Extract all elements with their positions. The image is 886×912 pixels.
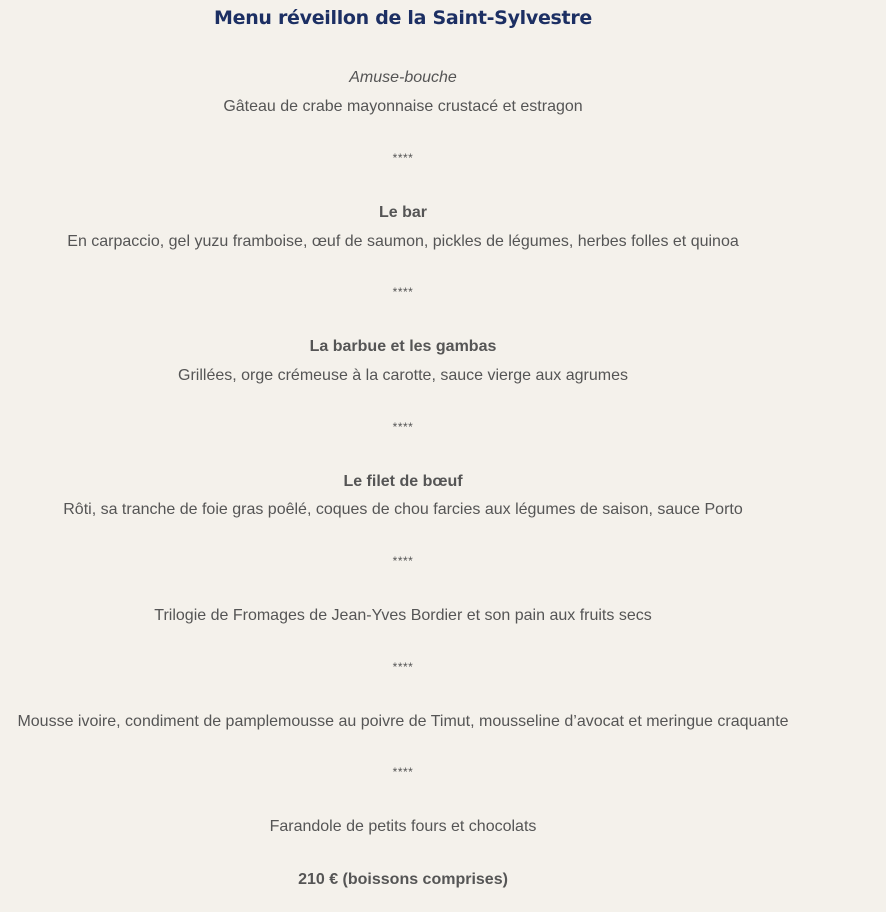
course-separator: **** [392, 151, 414, 165]
menu-price: 210 € (boissons comprises) [298, 871, 508, 888]
course-description-dessert: Mousse ivoire, condiment de pamplemousse au poivre de Timut, mousseline d’avocat et meringue craquante [17, 713, 789, 730]
course-heading-filet: Le filet de bœuf [343, 473, 463, 490]
course-description-filet: Rôti, sa tranche de foie gras poêlé, coques de chou farcies aux légumes de saison, sauce Porto [63, 501, 743, 518]
course-heading-bar: Le bar [378, 204, 427, 221]
course-description-barbue: Grillées, orge crémeuse à la carotte, sauce vierge aux agrumes [178, 367, 628, 384]
course-description-amuse-bouche: Gâteau de crabe mayonnaise crustacé et estragon [223, 98, 583, 115]
course-description-mignardises: Farandole de petits fours et chocolats [269, 818, 537, 835]
menu-title: Menu réveillon de la Saint-Sylvestre [214, 7, 592, 29]
course-heading-barbue: La barbue et les gambas [309, 338, 497, 355]
course-separator: **** [392, 554, 414, 568]
course-separator: **** [392, 285, 414, 299]
course-description-bar: En carpaccio, gel yuzu framboise, œuf de saumon, pickles de légumes, herbes folles et quinoa [67, 233, 739, 250]
course-heading-amuse-bouche: Amuse-bouche [349, 69, 457, 86]
course-separator: **** [392, 765, 414, 779]
course-description-fromages: Trilogie de Fromages de Jean-Yves Bordier et son pain aux fruits secs [154, 607, 652, 624]
course-separator: **** [392, 660, 414, 674]
course-separator: **** [392, 420, 414, 434]
